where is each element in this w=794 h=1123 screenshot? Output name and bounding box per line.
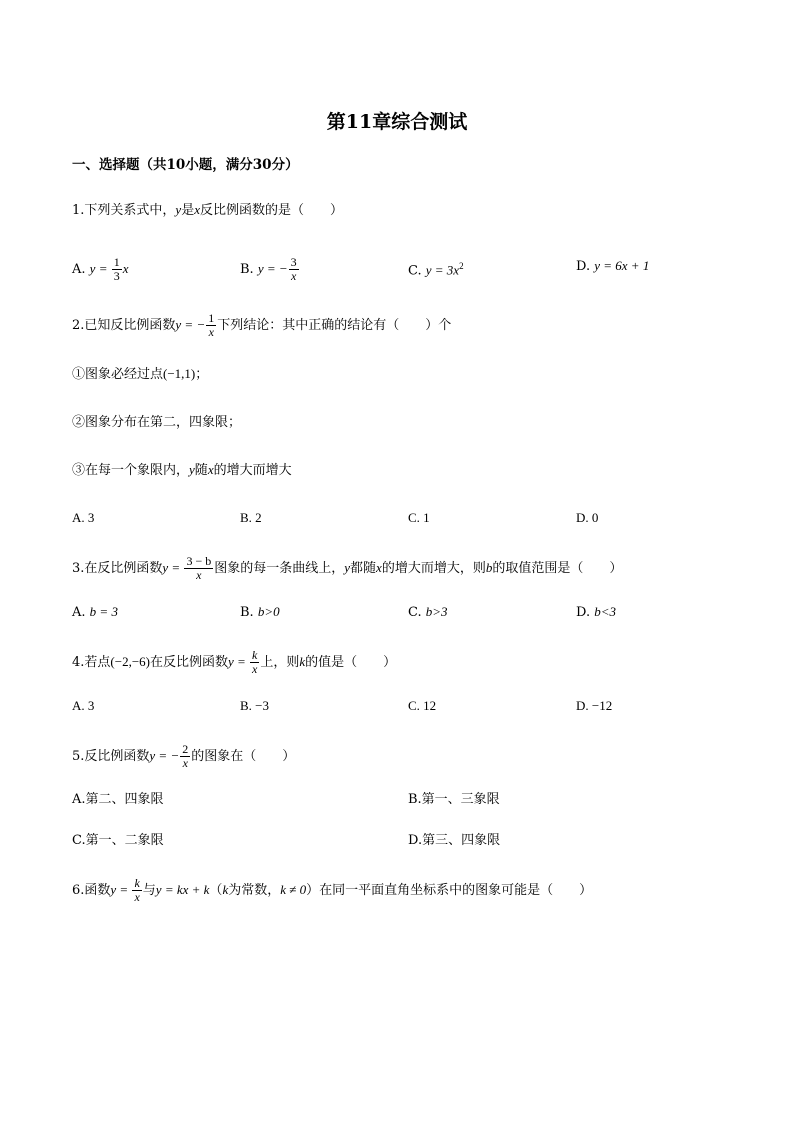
q1-c-label: C. — [408, 263, 422, 279]
q6-paren-open: （ — [209, 883, 223, 898]
q2-option-c[interactable]: C. 1 — [408, 510, 430, 525]
q1-stem-mid: 是 — [181, 203, 195, 218]
q2-statement-1 — [72, 364, 208, 385]
q5-stem-pre: 5.反比例函数 — [72, 749, 150, 764]
q4-stem-post: 的值是（ ） — [305, 655, 397, 670]
q1-c-sup: 2 — [459, 261, 464, 271]
section-heading: 一、选择题（共10小题，满分30分） — [72, 157, 299, 173]
q6-fraction — [132, 877, 141, 904]
q1-a-label: A. — [72, 262, 86, 277]
q2-s3-mid: 随 — [194, 463, 208, 478]
q4-option-a[interactable]: A. 3 — [72, 698, 95, 713]
q1-a-fraction — [112, 256, 122, 283]
question-3-stem — [72, 555, 622, 582]
q5-stem-lhs: y = − — [149, 748, 180, 763]
q3-stem-mid1: 图象的每一条曲线上， — [214, 561, 345, 576]
q4-stem-mid: 在反比例函数 — [149, 655, 228, 670]
q5-option-c[interactable]: C.第一、二象限 — [72, 833, 164, 848]
q3-c-label: C. — [408, 605, 422, 620]
q1-var-y: y — [175, 202, 182, 217]
q2-option-a[interactable]: A. 3 — [72, 510, 95, 525]
q1-option-c[interactable] — [408, 256, 464, 281]
q2-num: 1 — [208, 311, 215, 325]
q4-option-c[interactable]: C. 12 — [408, 698, 437, 713]
q2-statement-3 — [72, 460, 292, 481]
q2-stem-lhs: y = − — [175, 317, 206, 332]
question-2-stem — [72, 312, 451, 339]
q4-fraction — [250, 649, 259, 676]
q6-stem-lhs: y = — [110, 882, 132, 897]
q1-c-expr: y = 3x — [425, 262, 460, 278]
q4-num: k — [252, 648, 258, 662]
q6-stem-post: ）在同一平面直角坐标系中的图象可能是（ ） — [306, 883, 593, 898]
q2-statement-2: ②图象分布在第二，四象限； — [72, 415, 242, 430]
q3-stem-pre: 3.在反比例函数 — [72, 561, 163, 576]
q3-den: x — [196, 568, 202, 582]
q3-b-label: B. — [240, 605, 254, 620]
q3-var-y: y — [344, 560, 351, 575]
q3-num: 3 − b — [186, 554, 212, 568]
q1-stem-pre: 1.下列关系式中， — [72, 203, 176, 218]
q4-den: x — [252, 662, 258, 676]
q1-d-label: D. — [576, 259, 591, 274]
q3-fraction — [184, 555, 213, 582]
q4-option-b[interactable]: B. −3 — [240, 698, 270, 713]
q1-option-d[interactable] — [576, 256, 649, 277]
q1-option-a[interactable] — [72, 256, 129, 283]
q6-var-k: k — [222, 882, 229, 897]
q6-stem-mid: 与 — [142, 883, 156, 898]
q2-stem-pre: 2.已知反比例函数 — [72, 318, 176, 333]
q5-stem-post: 的图象在（ ） — [191, 749, 296, 764]
q5-den: x — [182, 756, 188, 770]
q3-d-label: D. — [576, 605, 591, 620]
q5-fraction — [180, 743, 190, 770]
q4-stem-pre: 4.若点 — [72, 655, 111, 670]
q3-option-d[interactable] — [576, 602, 616, 623]
q3-stem-mid2: 都随 — [350, 561, 377, 576]
q1-var-x: x — [194, 202, 200, 217]
q3-stem-lhs: y = — [162, 560, 184, 575]
q4-stem-mid2: 上，则 — [260, 655, 300, 670]
q2-option-b[interactable]: B. 2 — [240, 510, 262, 525]
q5-option-b[interactable]: B.第一、三象限 — [408, 792, 500, 807]
q1-b-num: 3 — [290, 255, 297, 269]
q2-den: x — [208, 325, 214, 339]
q3-b-expr: b>0 — [257, 604, 280, 619]
q4-stem-lhs: y = — [228, 654, 250, 669]
q5-num: 2 — [182, 742, 189, 756]
q5-option-a[interactable]: A.第二、四象限 — [72, 792, 164, 807]
q4-var-k: k — [299, 654, 306, 669]
q2-s3-post: 的增大而增大 — [213, 463, 292, 478]
question-1-stem — [72, 200, 343, 221]
question-6-stem — [72, 877, 592, 904]
q2-fraction — [206, 312, 216, 339]
q1-b-fraction — [289, 256, 299, 283]
q1-a-num: 1 — [113, 255, 120, 269]
q3-option-c[interactable] — [408, 602, 448, 623]
question-5-stem — [72, 743, 295, 770]
q3-c-expr: b>3 — [425, 604, 448, 619]
q2-s1-pre: ①图象必经过点 — [72, 367, 164, 382]
q3-stem-post: 的取值范围是（ ） — [492, 561, 623, 576]
q3-a-label: A. — [72, 605, 86, 620]
q2-s3-pre: ③在每一个象限内， — [72, 463, 190, 478]
q2-s1-post: ； — [195, 367, 209, 382]
q2-s1-point: (−1,1) — [163, 366, 196, 381]
q5-option-d[interactable]: D.第三、四象限 — [408, 833, 501, 848]
q6-stem-c1: 为常数， — [228, 883, 281, 898]
q1-d-expr: y = 6x + 1 — [594, 258, 650, 273]
q2-s3-y: y — [189, 462, 195, 477]
q1-b-lhs: y = − — [257, 261, 288, 276]
q6-den: x — [134, 890, 140, 904]
q3-d-expr: b<3 — [594, 604, 617, 619]
q2-option-d[interactable]: D. 0 — [576, 510, 599, 525]
q1-b-label: B. — [240, 262, 254, 277]
page-title: 第11章综合测试 — [326, 111, 468, 133]
q3-stem-mid3: 的增大而增大，则 — [381, 561, 486, 576]
q1-a-den: 3 — [113, 269, 120, 283]
q4-point: (−2,−6) — [110, 654, 150, 669]
q6-k-condition: k ≠ 0 — [280, 882, 307, 897]
q1-a-lhs: y = — [89, 261, 111, 276]
q4-option-d[interactable]: D. −12 — [576, 698, 613, 713]
q1-option-b[interactable] — [240, 256, 300, 283]
q1-stem-post: 反比例函数的是（ ） — [199, 203, 343, 218]
q6-linear-expr: y = kx + k — [155, 882, 210, 897]
q6-num: k — [134, 876, 140, 890]
q2-stem-post: 下列结论：其中正确的结论有（ ）个 — [217, 318, 452, 333]
q3-option-a[interactable] — [72, 602, 118, 623]
q3-a-expr: b = 3 — [89, 604, 118, 619]
q3-var-x: x — [376, 560, 382, 575]
q3-var-b: b — [485, 560, 493, 575]
q3-option-b[interactable] — [240, 602, 280, 623]
question-4-stem — [72, 649, 396, 676]
q1-a-var: x — [122, 261, 129, 276]
q1-b-den: x — [290, 269, 297, 283]
q2-s3-x: x — [207, 462, 214, 477]
q6-stem-pre: 6.函数 — [72, 883, 111, 898]
